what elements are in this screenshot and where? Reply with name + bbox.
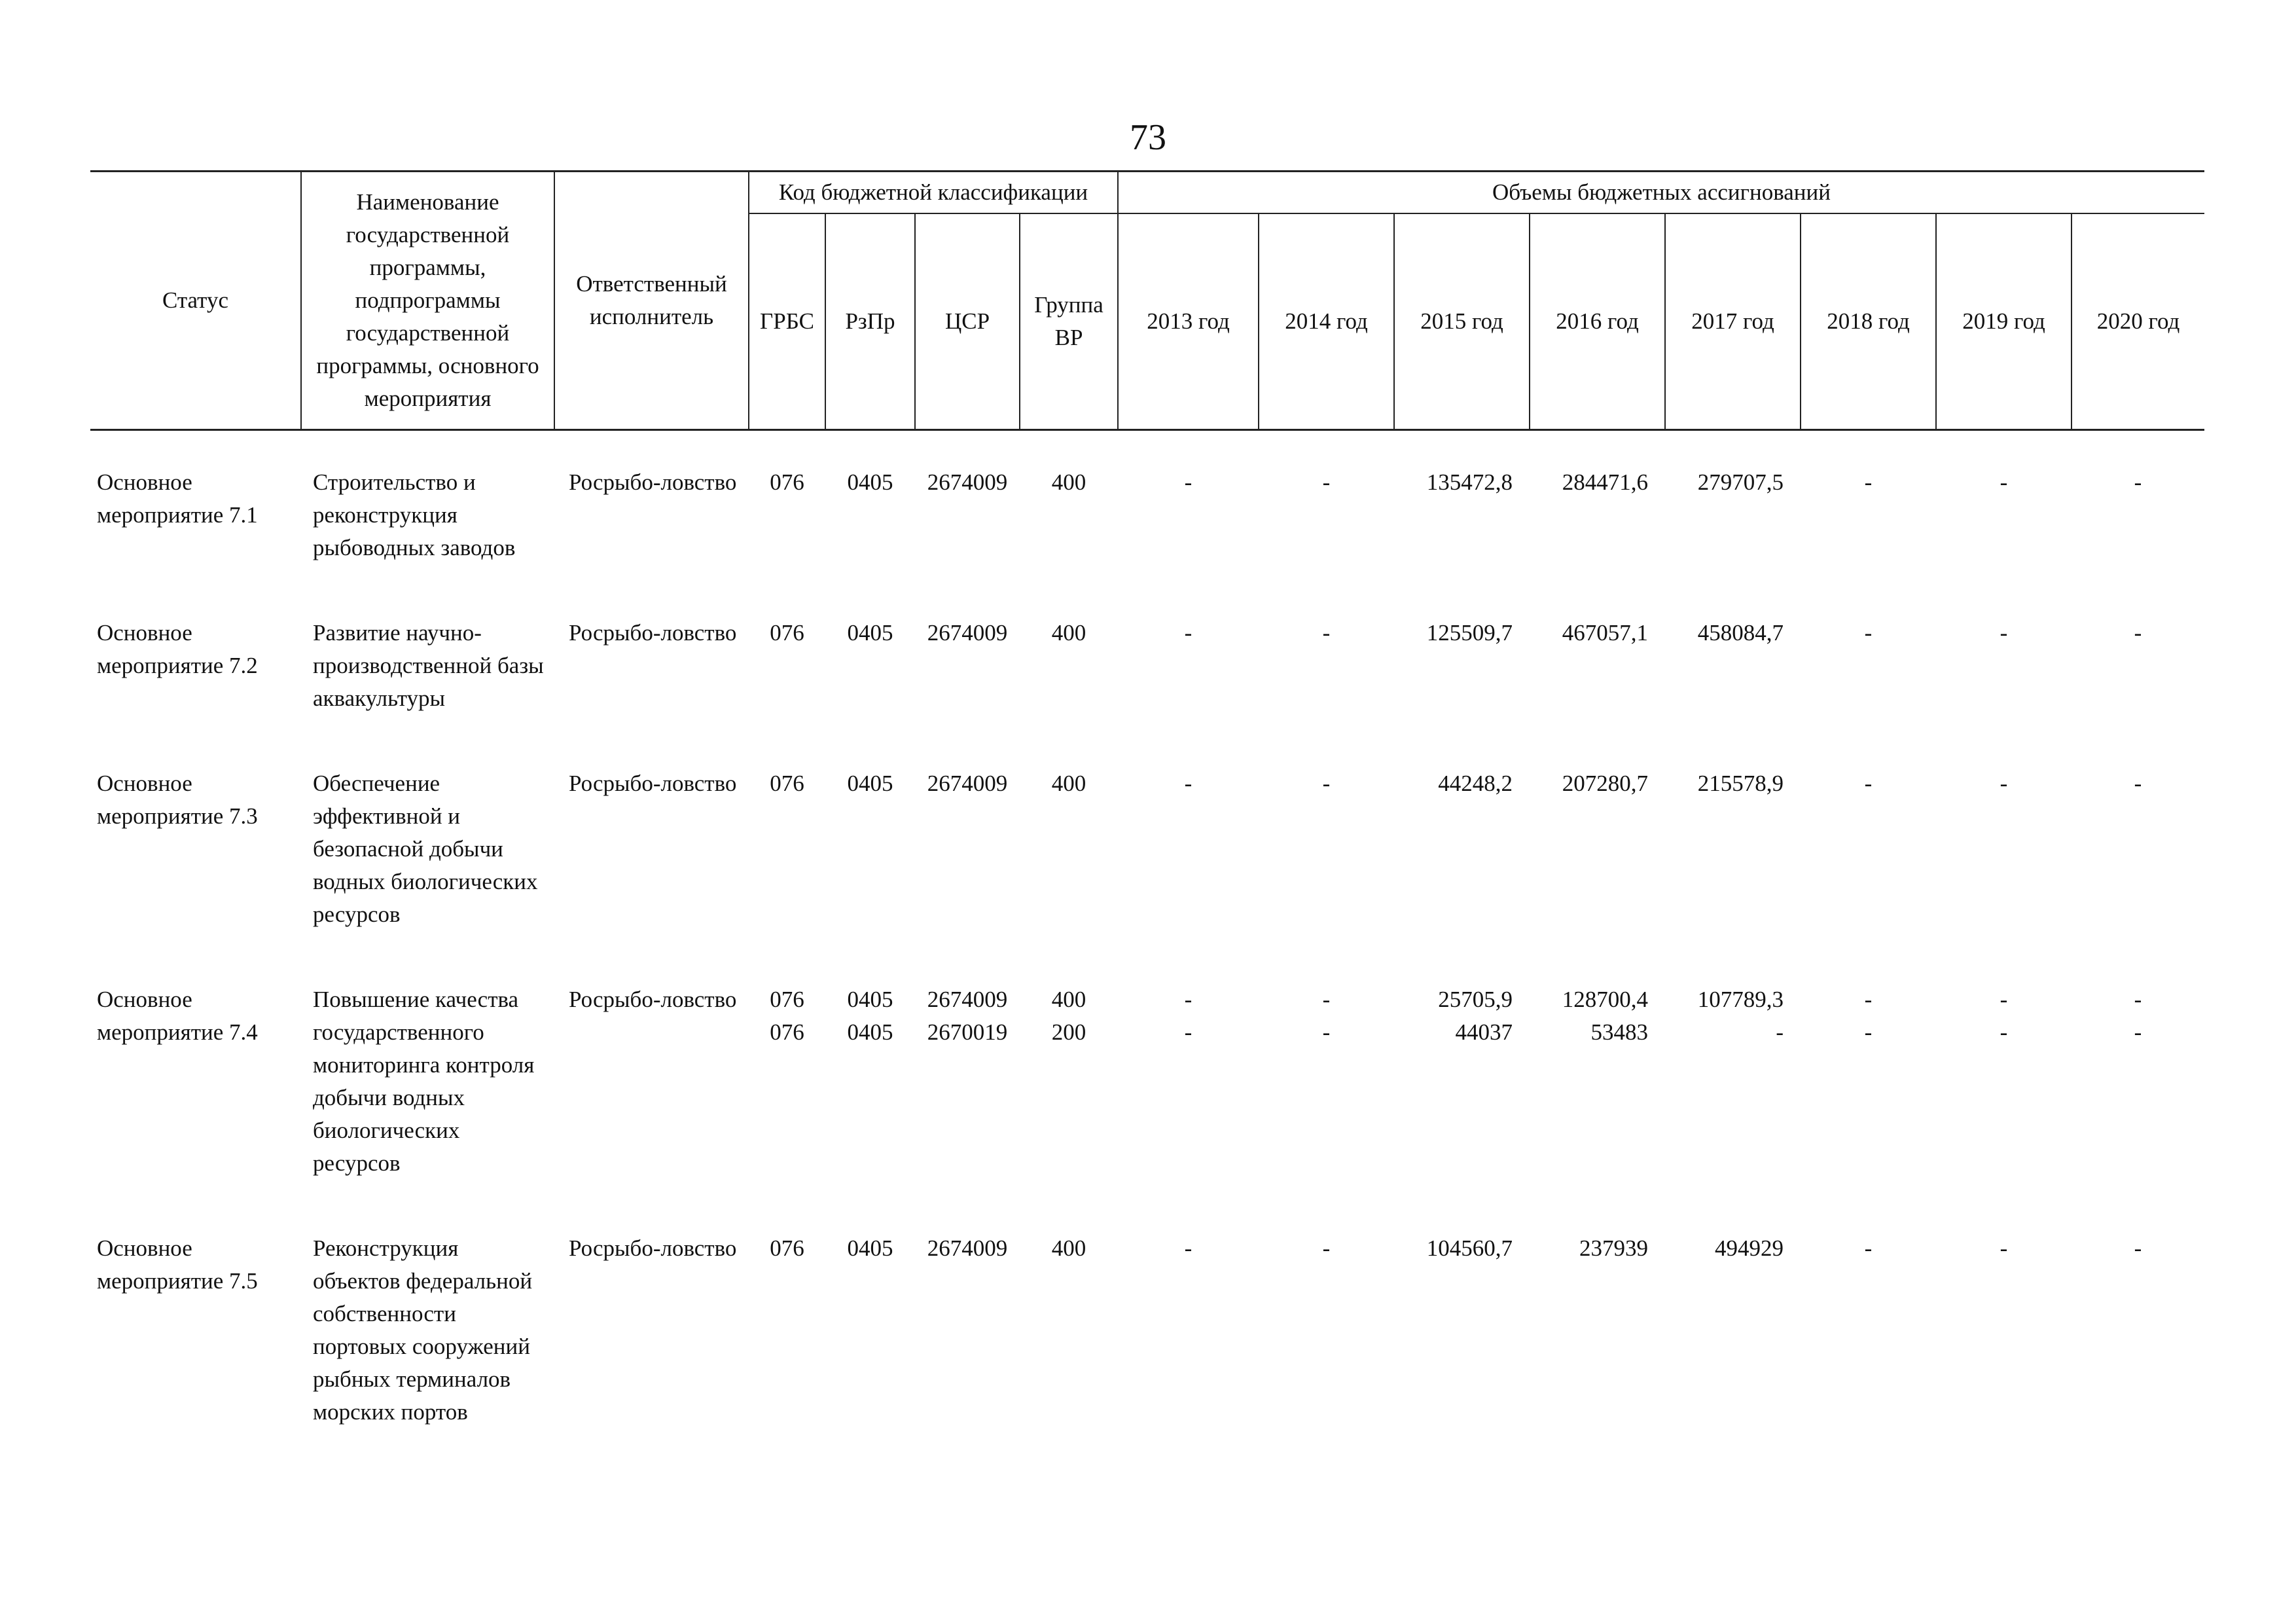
year-2020-value: - (2134, 770, 2142, 796)
grbs-value: 076 (770, 619, 804, 646)
year-2016-value: 128700,4 (1562, 986, 1648, 1012)
grbs-value: 076 (770, 1235, 804, 1261)
year-2014-value: - (1322, 1235, 1331, 1261)
year-2018-cell (1801, 983, 1936, 1232)
year-2018-cell (1801, 1232, 1936, 1481)
csr-value: 2674009 (927, 469, 1008, 495)
header-year-2018: 2018 год (1801, 213, 1936, 429)
csr-cell (915, 983, 1020, 1232)
rzpr-value: 0405 (847, 1019, 893, 1045)
executor-cell: Росрыбо-ловство (569, 469, 737, 495)
rzpr-value: 0405 (847, 770, 893, 796)
activity-name-cell: Обеспечение эффективной и безопасной добычи водных биологических ресурсов (313, 770, 538, 927)
year-2014-value: - (1322, 770, 1331, 796)
executor-cell: Росрыбо-ловство (569, 1235, 737, 1261)
csr-value: 2674009 (927, 770, 1008, 796)
header-year-2020: 2020 год (2072, 213, 2204, 429)
year-2017-value: 279707,5 (1697, 469, 1784, 495)
year-2019-value: - (2000, 619, 2008, 646)
grbs-cell (749, 429, 825, 617)
year-2020-value: - (2134, 986, 2142, 1012)
header-year-2013: 2013 год (1118, 213, 1259, 429)
year-2016-value: 467057,1 (1562, 619, 1648, 646)
status-cell: Основное мероприятие 7.2 (97, 619, 258, 678)
vr-cell (1020, 429, 1118, 617)
year-2018-value: - (1864, 619, 1873, 646)
year-2016-value: 284471,6 (1562, 469, 1648, 495)
year-2020-value: - (2134, 1235, 2142, 1261)
vr-cell (1020, 617, 1118, 767)
year-2018-value: - (1864, 770, 1873, 796)
year-2018-value: - (1864, 469, 1873, 495)
table-row (90, 617, 2204, 767)
year-2015-cell (1394, 617, 1530, 767)
year-2018-value: - (1864, 1235, 1873, 1261)
year-2013-value: - (1184, 469, 1193, 495)
year-2019-cell (1936, 617, 2072, 767)
year-2015-value: 44037 (1455, 1019, 1513, 1045)
csr-value: 2670019 (927, 1019, 1008, 1045)
csr-cell (915, 429, 1020, 617)
grbs-cell (749, 767, 825, 983)
year-2020-value: - (2134, 1019, 2142, 1045)
year-2017-value: 215578,9 (1697, 770, 1784, 796)
year-2013-cell (1118, 983, 1259, 1232)
year-2019-value: - (2000, 1235, 2008, 1261)
grbs-cell (749, 1232, 825, 1481)
year-2020-value: - (2134, 619, 2142, 646)
rzpr-value: 0405 (847, 1235, 893, 1261)
year-2020-cell (2072, 767, 2204, 983)
status-cell: Основное мероприятие 7.4 (97, 986, 258, 1045)
year-2015-cell (1394, 1232, 1530, 1481)
header-vr: Группа ВР (1020, 213, 1118, 429)
budget-table (90, 170, 2204, 1481)
year-2014-cell (1259, 767, 1394, 983)
year-2015-value: 104560,7 (1426, 1235, 1513, 1261)
year-2014-value: - (1322, 1019, 1331, 1045)
activity-name-cell: Реконструкция объектов федеральной собственности портовых сооружений рыбных терминалов морских портов (313, 1235, 533, 1425)
year-2014-value: - (1322, 469, 1331, 495)
year-2013-value: - (1184, 770, 1193, 796)
year-2015-cell (1394, 983, 1530, 1232)
year-2017-cell (1665, 617, 1801, 767)
table-row (90, 1232, 2204, 1481)
grbs-cell (749, 983, 825, 1232)
csr-cell (915, 767, 1020, 983)
vr-value: 400 (1051, 1235, 1086, 1261)
year-2014-cell (1259, 429, 1394, 617)
year-2016-cell (1530, 429, 1665, 617)
year-2016-value: 53483 (1590, 1019, 1648, 1045)
year-2016-cell (1530, 983, 1665, 1232)
year-2020-cell (2072, 983, 2204, 1232)
year-2019-value: - (2000, 770, 2008, 796)
header-status: Статус (90, 172, 301, 430)
year-2015-cell (1394, 767, 1530, 983)
header-year-2017: 2017 год (1665, 213, 1801, 429)
year-2017-value: 494929 (1715, 1235, 1784, 1261)
csr-value: 2674009 (927, 986, 1008, 1012)
executor-cell: Росрыбо-ловство (569, 770, 737, 796)
header-name: Наименование государственной программы, подпрограммы государственной программы, основного мероприятия (301, 172, 554, 430)
year-2020-cell (2072, 1232, 2204, 1481)
year-2014-cell (1259, 983, 1394, 1232)
year-2017-value: 458084,7 (1697, 619, 1784, 646)
vr-value: 400 (1051, 469, 1086, 495)
csr-cell (915, 617, 1020, 767)
year-2015-value: 135472,8 (1426, 469, 1513, 495)
year-2020-value: - (2134, 469, 2142, 495)
table-row (90, 429, 2204, 617)
rzpr-cell (825, 1232, 915, 1481)
year-2019-value: - (2000, 1019, 2008, 1045)
header-year-2016: 2016 год (1530, 213, 1665, 429)
year-2019-cell (1936, 983, 2072, 1232)
year-2017-cell (1665, 429, 1801, 617)
year-2019-cell (1936, 767, 2072, 983)
year-2013-value: - (1184, 1019, 1193, 1045)
year-2018-cell (1801, 429, 1936, 617)
rzpr-value: 0405 (847, 619, 893, 646)
year-2018-cell (1801, 767, 1936, 983)
year-2014-value: - (1322, 986, 1331, 1012)
year-2017-cell (1665, 1232, 1801, 1481)
header-rzpr: РзПр (825, 213, 915, 429)
year-2016-cell (1530, 767, 1665, 983)
year-2017-value: - (1776, 1019, 1784, 1045)
header-grbs: ГРБС (749, 213, 825, 429)
page-number: 73 (1130, 117, 1166, 158)
vr-value: 400 (1051, 770, 1086, 796)
year-2018-value: - (1864, 986, 1873, 1012)
rzpr-cell (825, 429, 915, 617)
year-2013-cell (1118, 617, 1259, 767)
table-header (90, 172, 2204, 430)
header-volumes: Объемы бюджетных ассигнований (1118, 172, 2204, 214)
header-budget-code: Код бюджетной классификации (749, 172, 1118, 214)
year-2020-cell (2072, 617, 2204, 767)
year-2014-value: - (1322, 619, 1331, 646)
grbs-value: 076 (770, 1019, 804, 1045)
table-body (90, 429, 2204, 1481)
activity-name-cell: Строительство и реконструкция рыбоводных заводов (313, 469, 516, 560)
year-2013-cell (1118, 429, 1259, 617)
year-2013-value: - (1184, 619, 1193, 646)
year-2017-value: 107789,3 (1697, 986, 1784, 1012)
rzpr-value: 0405 (847, 986, 893, 1012)
csr-value: 2674009 (927, 619, 1008, 646)
activity-name-cell: Развитие научно-производственной базы аквакультуры (313, 619, 544, 711)
year-2015-cell (1394, 429, 1530, 617)
vr-cell (1020, 767, 1118, 983)
rzpr-value: 0405 (847, 469, 893, 495)
vr-value: 200 (1051, 1019, 1086, 1045)
year-2015-value: 44248,2 (1438, 770, 1513, 796)
year-2016-cell (1530, 1232, 1665, 1481)
year-2020-cell (2072, 429, 2204, 617)
year-2017-cell (1665, 767, 1801, 983)
header-year-2014: 2014 год (1259, 213, 1394, 429)
status-cell: Основное мероприятие 7.1 (97, 469, 258, 528)
year-2017-cell (1665, 983, 1801, 1232)
rzpr-cell (825, 983, 915, 1232)
grbs-cell (749, 617, 825, 767)
year-2014-cell (1259, 1232, 1394, 1481)
vr-value: 400 (1051, 619, 1086, 646)
year-2014-cell (1259, 617, 1394, 767)
year-2015-value: 25705,9 (1438, 986, 1513, 1012)
csr-value: 2674009 (927, 1235, 1008, 1261)
status-cell: Основное мероприятие 7.5 (97, 1235, 258, 1294)
table-row (90, 983, 2204, 1232)
csr-cell (915, 1232, 1020, 1481)
executor-cell: Росрыбо-ловство (569, 619, 737, 646)
year-2016-cell (1530, 617, 1665, 767)
header-csr: ЦСР (915, 213, 1020, 429)
header-year-2019: 2019 год (1936, 213, 2072, 429)
header-year-2015: 2015 год (1394, 213, 1530, 429)
rzpr-cell (825, 617, 915, 767)
header-executor: Ответственный исполнитель (554, 172, 749, 430)
year-2019-value: - (2000, 469, 2008, 495)
grbs-value: 076 (770, 986, 804, 1012)
vr-cell (1020, 983, 1118, 1232)
year-2013-value: - (1184, 1235, 1193, 1261)
year-2015-value: 125509,7 (1426, 619, 1513, 646)
year-2013-value: - (1184, 986, 1193, 1012)
vr-value: 400 (1051, 986, 1086, 1012)
year-2019-value: - (2000, 986, 2008, 1012)
year-2018-value: - (1864, 1019, 1873, 1045)
year-2013-cell (1118, 1232, 1259, 1481)
year-2016-value: 237939 (1579, 1235, 1648, 1261)
grbs-value: 076 (770, 770, 804, 796)
grbs-value: 076 (770, 469, 804, 495)
year-2019-cell (1936, 429, 2072, 617)
year-2019-cell (1936, 1232, 2072, 1481)
year-2018-cell (1801, 617, 1936, 767)
table-row (90, 767, 2204, 983)
activity-name-cell: Повышение качества государственного мониторинга контроля добычи водных биологических ресурсов (313, 986, 535, 1176)
vr-cell (1020, 1232, 1118, 1481)
year-2013-cell (1118, 767, 1259, 983)
year-2016-value: 207280,7 (1562, 770, 1648, 796)
status-cell: Основное мероприятие 7.3 (97, 770, 258, 829)
rzpr-cell (825, 767, 915, 983)
executor-cell: Росрыбо-ловство (569, 986, 737, 1012)
